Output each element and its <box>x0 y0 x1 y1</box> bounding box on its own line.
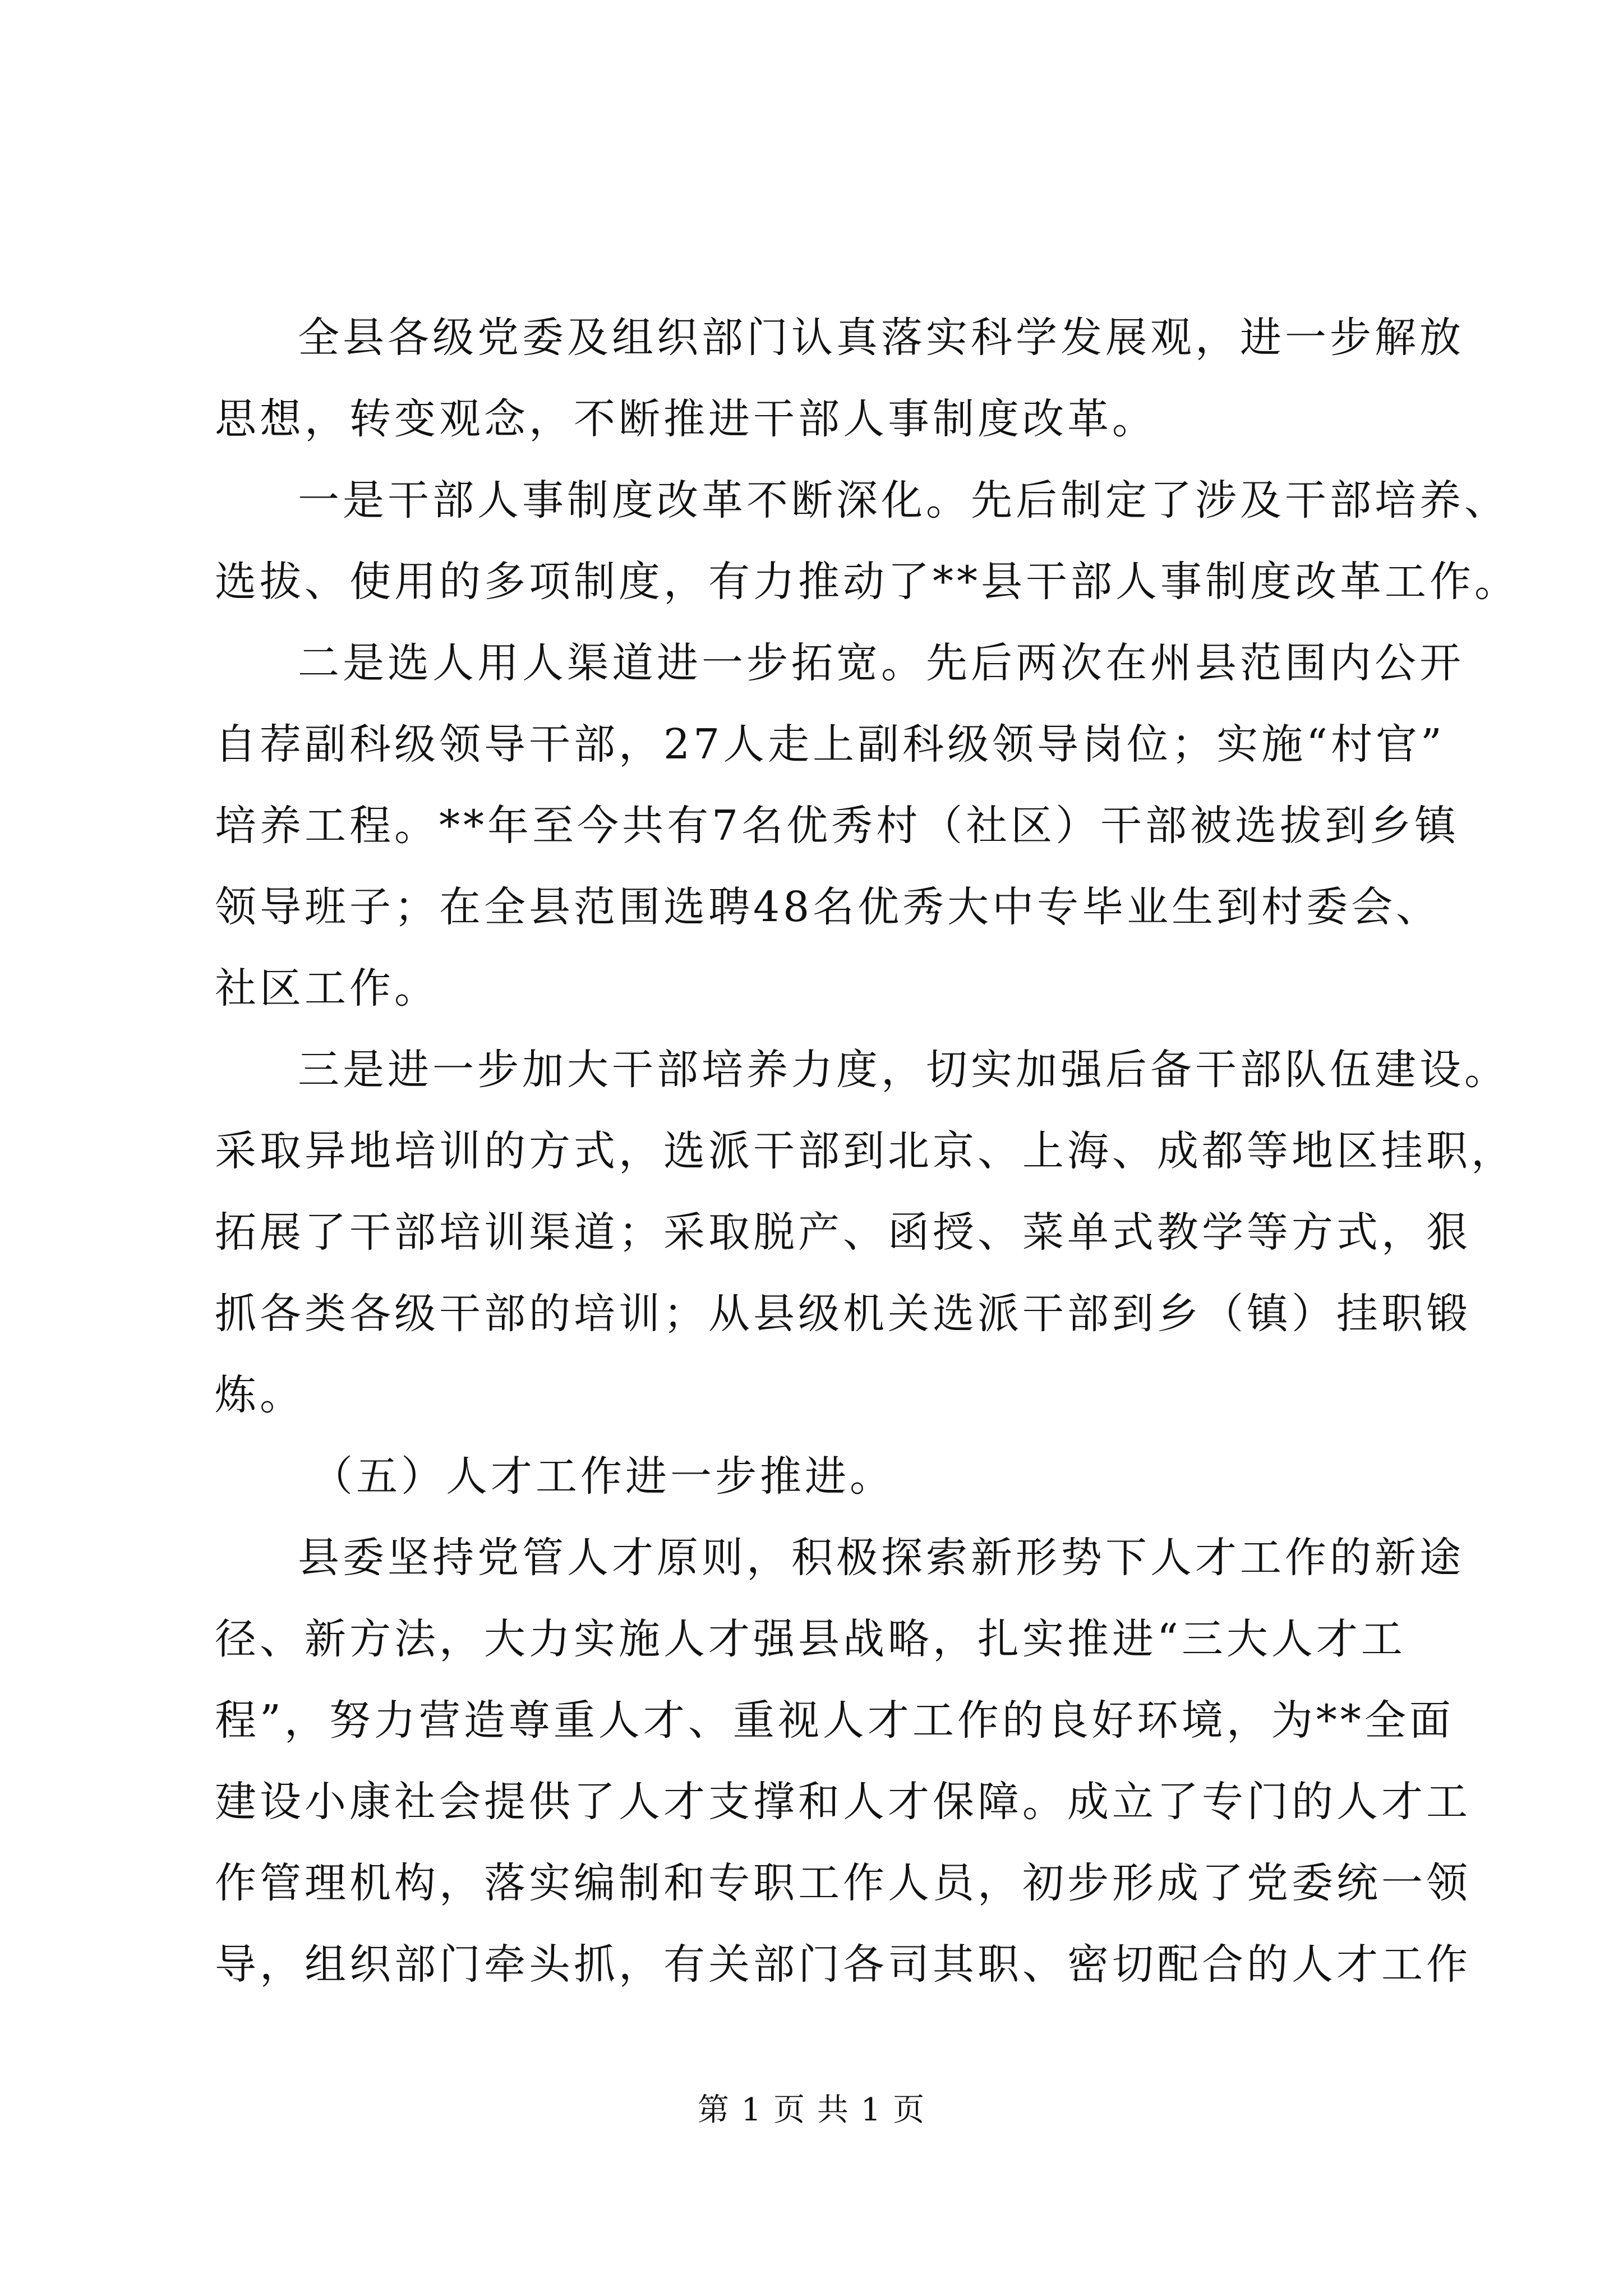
text-line: 建设小康社会提供了人才支撑和人才保障。成立了专门的人才工 <box>215 1778 1471 1826</box>
text-line: 程”，努力营造尊重人才、重视人才工作的良好环境，为**全面 <box>215 1696 1454 1745</box>
text-line: 采取异地培训的方式，选派干部到北京、上海、成都等地区挂职， <box>215 1127 1516 1175</box>
text-line: 径、新方法，大力实施人才强县战略，扎实推进“三大人才工 <box>215 1615 1406 1663</box>
text-line: 二是选人用人渠道进一步拓宽。先后两次在州县范围内公开 <box>298 639 1464 687</box>
text-line: 选拔、使用的多项制度，有力推动了**县干部人事制度改革工作。 <box>215 558 1519 606</box>
section-heading: （五）人才工作进一步推进。 <box>311 1452 895 1501</box>
text-line: 炼。 <box>215 1371 305 1419</box>
text-line: 县委坚持党管人才原则，积极探索新形势下人才工作的新途 <box>298 1534 1464 1582</box>
text-line: 全县各级党委及组织部门认真落实科学发展观，进一步解放 <box>298 314 1464 362</box>
page-footer: 第 1 页 共 1 页 <box>697 2092 926 2128</box>
text-line: 抓各类各级干部的培训；从县级机关选派干部到乡（镇）挂职锻 <box>215 1290 1471 1338</box>
text-line: 领导班子；在全县范围选聘48名优秀大中专毕业生到村委会、 <box>215 883 1441 931</box>
text-line: 培养工程。**年至今共有7名优秀村（社区）干部被选拔到乡镇 <box>215 802 1460 850</box>
text-line: 一是干部人事制度改革不断深化。先后制定了涉及干部培养、 <box>298 476 1509 524</box>
text-line: 三是进一步加大干部培养力度，切实加强后备干部队伍建设。 <box>298 1046 1509 1094</box>
text-line: 自荐副科级领导干部，27人走上副科级领导岗位；实施“村官” <box>215 720 1445 769</box>
text-line: 拓展了干部培训渠道；采取脱产、函授、菜单式教学等方式，狠 <box>215 1208 1471 1257</box>
text-line: 导，组织部门牵头抓，有关部门各司其职、密切配合的人才工作 <box>215 1940 1471 1989</box>
text-line: 社区工作。 <box>215 964 439 1013</box>
text-line: 作管理机构，落实编制和专职工作人员，初步形成了党委统一领 <box>215 1859 1471 1907</box>
text-line: 思想，转变观念，不断推进干部人事制度改革。 <box>215 395 1157 443</box>
